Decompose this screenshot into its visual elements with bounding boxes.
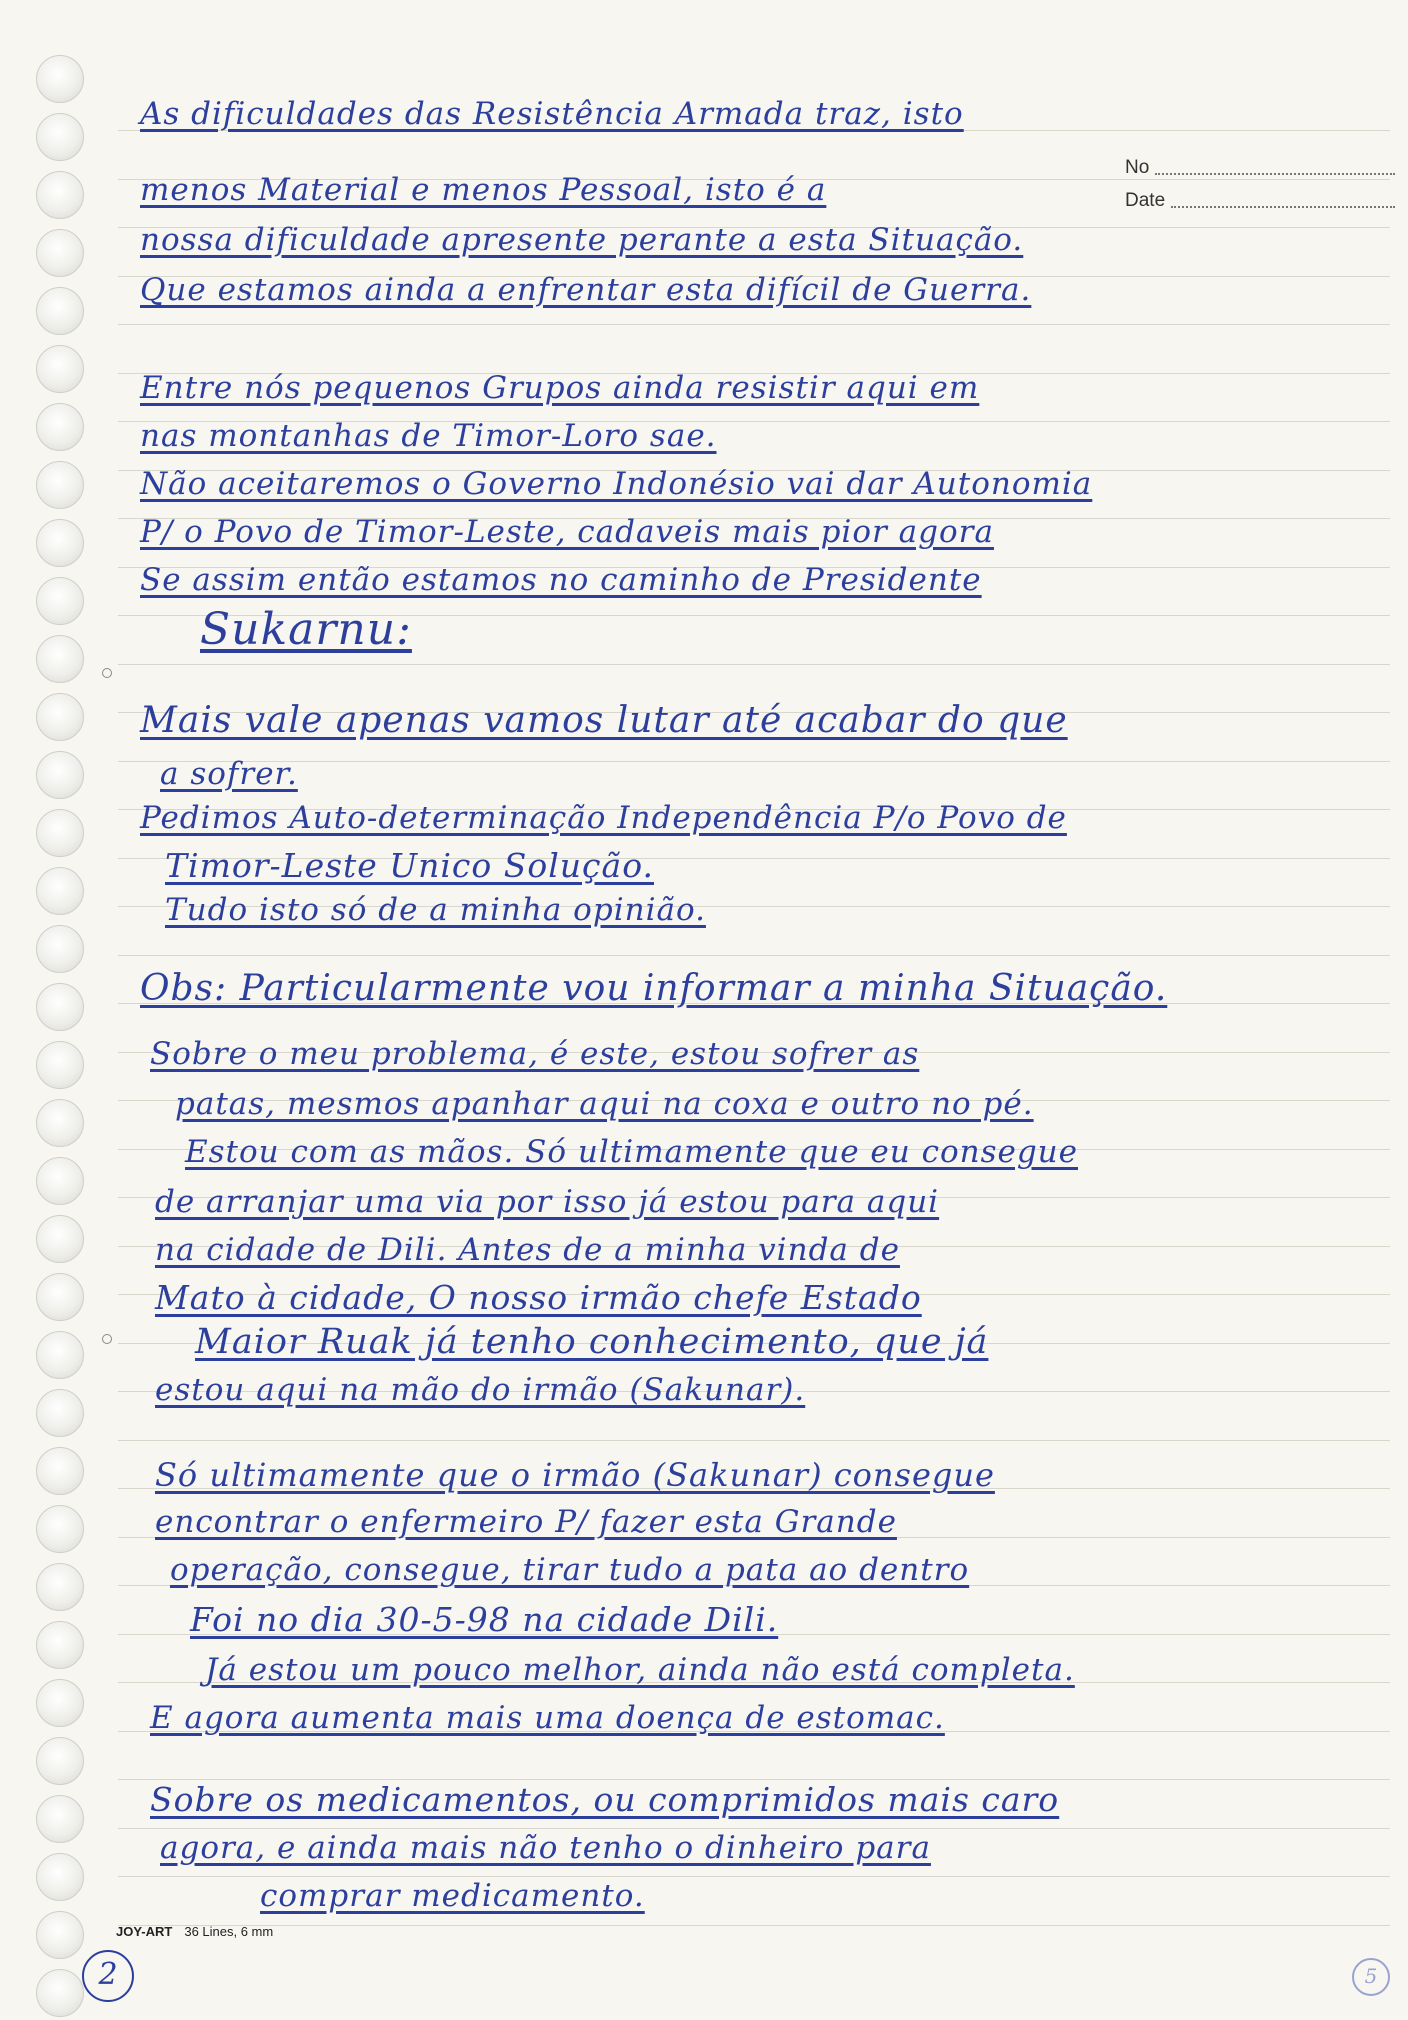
handwritten-line: Maior Ruak já tenho conhecimento, que já [195, 1322, 989, 1362]
binding-hole [36, 1157, 84, 1205]
no-label: No [1125, 157, 1150, 178]
binding-holes [30, 0, 90, 2020]
handwritten-line: Se assim então estamos no caminho de Presidente [140, 562, 982, 598]
binding-hole [36, 1679, 84, 1727]
ruled-line [118, 664, 1390, 665]
ruled-line [118, 1876, 1390, 1877]
binding-hole [36, 751, 84, 799]
handwritten-line: Estou com as mãos. Só ultimamente que eu consegue [185, 1134, 1078, 1170]
ruled-line [118, 324, 1390, 325]
binding-hole [36, 1331, 84, 1379]
handwritten-line: operação, consegue, tirar tudo a pata ao dentro [170, 1552, 970, 1588]
handwritten-line: Sobre o meu problema, é este, estou sofrer as [150, 1036, 920, 1072]
handwritten-line: Entre nós pequenos Grupos ainda resistir aqui em [140, 370, 980, 406]
binding-hole [36, 1795, 84, 1843]
binding-hole [36, 809, 84, 857]
binding-hole [36, 1969, 84, 2017]
handwritten-line: P/ o Povo de Timor-Leste, cadaveis mais pior agora [140, 514, 994, 550]
margin-dot [102, 668, 112, 678]
binding-hole [36, 1621, 84, 1669]
binding-hole [36, 1911, 84, 1959]
binding-hole [36, 1099, 84, 1147]
handwritten-line: a sofrer. [160, 756, 298, 792]
binding-hole [36, 1737, 84, 1785]
handwritten-line: Tudo isto só de a minha opinião. [165, 892, 706, 928]
handwritten-line: Sobre os medicamentos, ou comprimidos mais caro [150, 1780, 1060, 1819]
handwritten-line: de arranjar uma via por isso já estou para aqui [155, 1184, 940, 1220]
binding-hole [36, 1389, 84, 1437]
handwritten-line: Já estou um pouco melhor, ainda não está completa. [205, 1652, 1075, 1688]
ruled-line [118, 1925, 1390, 1926]
binding-hole [36, 55, 84, 103]
binding-hole [36, 519, 84, 567]
margin-dot [102, 1334, 112, 1344]
binding-hole [36, 1505, 84, 1553]
handwritten-line: na cidade de Dili. Antes de a minha vinda de [155, 1232, 900, 1268]
ruled-line [118, 1440, 1390, 1441]
handwritten-line: agora, e ainda mais não tenho o dinheiro para [160, 1830, 931, 1866]
binding-hole [36, 693, 84, 741]
no-field [1125, 146, 1395, 179]
ruled-line [118, 1828, 1390, 1829]
handwritten-line: patas, mesmos apanhar aqui na coxa e outro no pé. [175, 1086, 1034, 1122]
binding-hole [36, 1215, 84, 1263]
handwritten-line: Foi no dia 30-5-98 na cidade Dili. [190, 1600, 779, 1639]
handwritten-line: Sukarnu: [200, 604, 412, 655]
binding-hole [36, 635, 84, 683]
binding-hole [36, 1041, 84, 1089]
binding-hole [36, 1853, 84, 1901]
handwritten-line: nas montanhas de Timor-Loro sae. [140, 418, 717, 454]
binding-hole [36, 171, 84, 219]
handwritten-line: E agora aumenta mais uma doença de estomac. [150, 1700, 945, 1736]
binding-hole [36, 461, 84, 509]
handwritten-line: encontrar o enfermeiro P/ fazer esta Grande [155, 1504, 897, 1540]
binding-hole [36, 1563, 84, 1611]
handwritten-line: estou aqui na mão do irmão (Sakunar). [155, 1372, 806, 1408]
binding-hole [36, 867, 84, 915]
date-field [1125, 179, 1395, 212]
handwritten-line: Que estamos ainda a enfrentar esta difícil de Guerra. [140, 272, 1032, 308]
handwritten-line: Pedimos Auto-determinação Independência P/o Povo de [140, 800, 1067, 836]
page-number: 2 [82, 1950, 134, 2002]
binding-hole [36, 577, 84, 625]
handwritten-line: As dificuldades das Resistência Armada traz, isto [140, 96, 964, 132]
handwritten-line: comprar medicamento. [260, 1878, 645, 1914]
handwritten-line: Obs: Particularmente vou informar a minha Situação. [140, 968, 1168, 1009]
binding-hole [36, 1273, 84, 1321]
brand-name: JOY-ART [116, 1924, 173, 1939]
notebook-footer [116, 1924, 273, 1939]
handwritten-line: menos Material e menos Pessoal, isto é a [140, 172, 827, 208]
binding-hole [36, 403, 84, 451]
handwritten-line: Só ultimamente que o irmão (Sakunar) consegue [155, 1456, 995, 1494]
date-label: Date [1125, 190, 1166, 211]
binding-hole [36, 287, 84, 335]
binding-hole [36, 229, 84, 277]
header-fields [1125, 146, 1395, 212]
binding-hole [36, 925, 84, 973]
handwritten-line: Timor-Leste Unico Solução. [165, 846, 654, 885]
handwritten-line: Não aceitaremos o Governo Indonésio vai dar Autonomia [140, 466, 1093, 502]
faint-page-number: 5 [1352, 1958, 1390, 1996]
ruled-line [118, 955, 1390, 956]
binding-hole [36, 983, 84, 1031]
handwritten-line: Mato à cidade, O nosso irmão chefe Estado [155, 1278, 922, 1317]
handwritten-line: Mais vale apenas vamos lutar até acabar do que [140, 700, 1068, 741]
handwritten-line: nossa dificuldade apresente perante a esta Situação. [140, 222, 1024, 258]
notebook-spec: 36 Lines, 6 mm [184, 1924, 274, 1939]
binding-hole [36, 113, 84, 161]
binding-hole [36, 1447, 84, 1495]
binding-hole [36, 345, 84, 393]
